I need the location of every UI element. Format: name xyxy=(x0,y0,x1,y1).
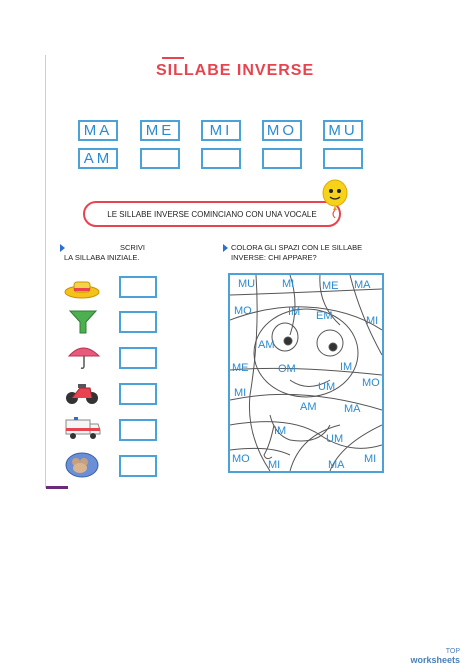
syllable-box: MU xyxy=(323,120,363,141)
balloon-icon xyxy=(318,179,352,224)
puzzle-cell[interactable]: AM xyxy=(258,339,275,351)
syllable-box: ME xyxy=(140,120,180,141)
page-corner-mark xyxy=(46,486,68,489)
puzzle-cell[interactable]: MI xyxy=(364,453,377,465)
umbrella-icon xyxy=(66,342,102,370)
instruction-line: INVERSE: CHI APPARE? xyxy=(231,253,317,262)
puzzle-cell[interactable]: OM xyxy=(278,363,296,375)
puzzle-cell[interactable]: MO xyxy=(232,453,250,465)
syllable-box: MI xyxy=(201,120,241,141)
syllable-box: MA xyxy=(78,120,118,141)
page-edge-line xyxy=(45,55,46,488)
answer-box[interactable] xyxy=(119,276,157,298)
puzzle-cell[interactable]: MO xyxy=(234,305,252,317)
inverse-syllable-box: AM xyxy=(78,148,118,169)
inverse-syllable-input[interactable] xyxy=(262,148,302,169)
puzzle-cell[interactable]: MA xyxy=(344,403,361,415)
puzzle-cell[interactable]: IM xyxy=(274,425,287,437)
puzzle-cell[interactable]: UM xyxy=(318,381,336,393)
puzzle-cell[interactable]: MI xyxy=(366,315,379,327)
puzzle-cell[interactable]: MI xyxy=(282,278,295,290)
mouse-icon xyxy=(64,450,100,478)
instruction-line: SCRIVI xyxy=(120,243,146,252)
puzzle-cell[interactable]: AM xyxy=(300,401,317,413)
answer-box[interactable] xyxy=(119,383,157,405)
rule-text: LE SILLABE INVERSE COMINCIANO CON UNA VOCALE xyxy=(107,209,317,219)
title-dash xyxy=(162,57,184,59)
answer-box[interactable] xyxy=(119,419,157,441)
brand-line: TOP xyxy=(445,648,460,655)
brand-line: worksheets xyxy=(410,655,460,665)
rule-banner xyxy=(83,201,341,227)
puzzle-cell[interactable]: EM xyxy=(316,310,333,322)
puzzle-cell[interactable]: IM xyxy=(340,361,353,373)
puzzle-cell[interactable]: MO xyxy=(362,377,380,389)
inverse-syllable-input[interactable] xyxy=(140,148,180,169)
funnel-icon xyxy=(66,307,102,335)
hidden-picture-puzzle xyxy=(228,273,384,473)
brand-logo xyxy=(410,648,460,664)
puzzle-cell[interactable]: MA xyxy=(354,279,371,291)
inverse-syllable-input[interactable] xyxy=(323,148,363,169)
puzzle-cell[interactable]: ME xyxy=(322,280,339,292)
puzzle-cell[interactable]: MI xyxy=(234,387,247,399)
answer-box[interactable] xyxy=(119,455,157,477)
puzzle-cell[interactable]: IM xyxy=(288,306,301,318)
inverse-syllable-input[interactable] xyxy=(201,148,241,169)
answer-box[interactable] xyxy=(119,347,157,369)
bullet-icon xyxy=(223,244,228,252)
bullet-icon xyxy=(60,244,65,252)
puzzle-cell[interactable]: MU xyxy=(238,278,256,290)
page-title: SILLABE INVERSE xyxy=(156,62,315,79)
puzzle-lines xyxy=(230,275,382,471)
syllable-box: MO xyxy=(262,120,302,141)
motorbike-icon xyxy=(64,378,100,406)
hat-icon xyxy=(64,274,100,302)
puzzle-cell[interactable]: UM xyxy=(326,433,344,445)
instruction-line: COLORA GLI SPAZI CON LE SILLABE xyxy=(231,243,363,252)
puzzle-cell[interactable]: MA xyxy=(328,459,345,471)
instruction-line: LA SILLABA INIZIALE. xyxy=(64,253,140,262)
ambulance-icon xyxy=(64,414,100,442)
puzzle-cell[interactable]: MI xyxy=(268,459,281,471)
puzzle-cell[interactable]: ME xyxy=(232,362,249,374)
answer-box[interactable] xyxy=(119,311,157,333)
